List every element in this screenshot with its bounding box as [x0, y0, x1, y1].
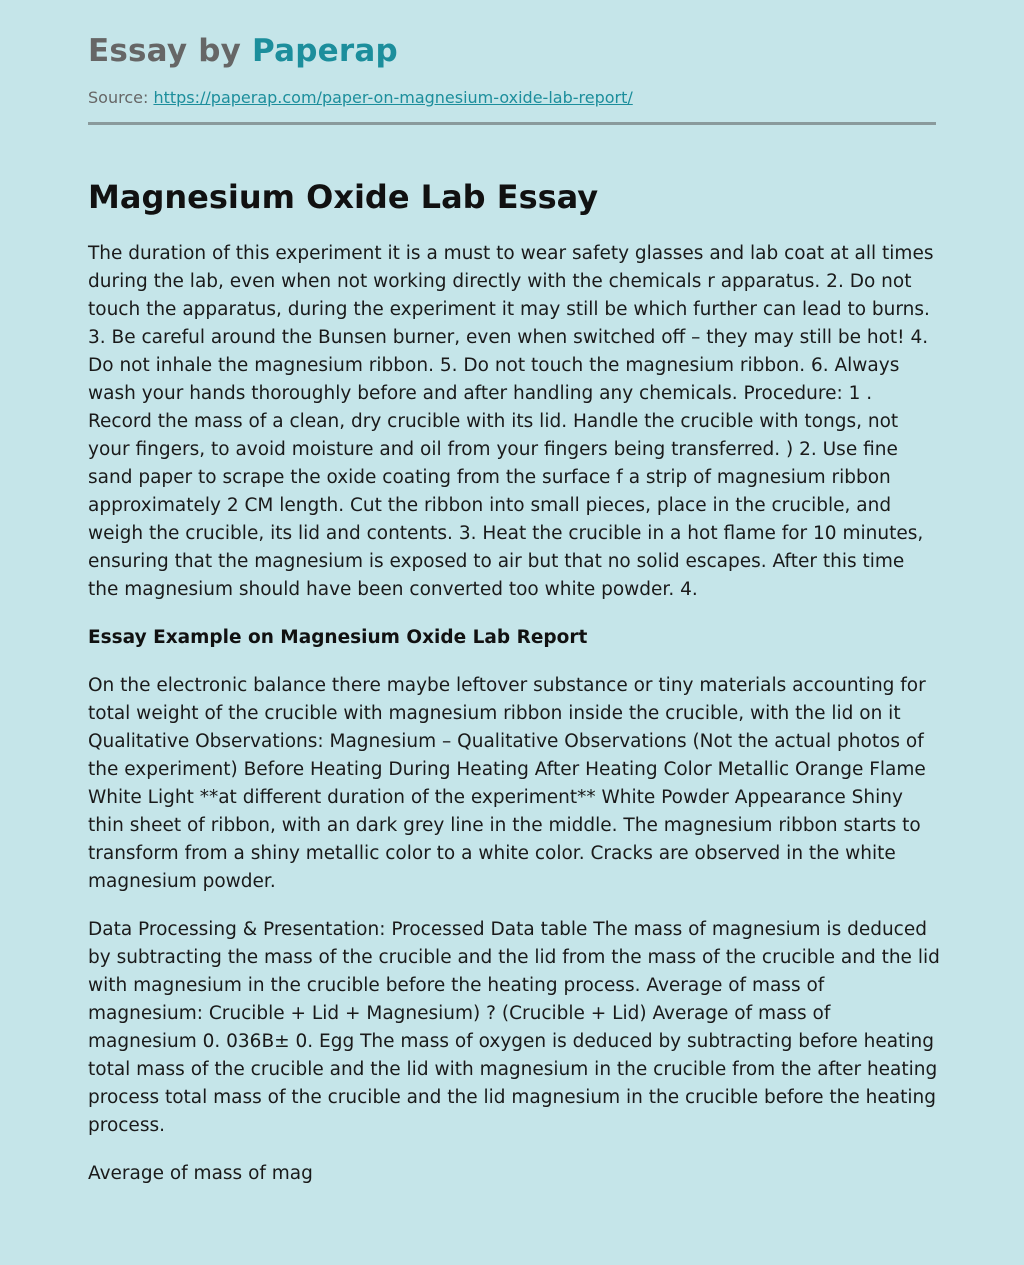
- page-title: Magnesium Oxide Lab Essay: [88, 178, 599, 216]
- paragraph-4: Average of mass of mag: [88, 1163, 313, 1184]
- site-brand[interactable]: [88, 31, 936, 71]
- brand-prefix: Essay by: [88, 33, 253, 69]
- source-link[interactable]: https://paperap.com/paper-on-magnesium-oxide-lab-report/: [153, 88, 633, 107]
- brand-name: Paperap: [252, 33, 398, 69]
- section-heading: Essay Example on Magnesium Oxide Lab Report: [88, 627, 588, 648]
- source-line: [88, 86, 936, 110]
- paragraph-1: The duration of this experiment it is a must to wear safety glasses and lab coat at all times during the lab, even when not working directly with the chemicals r apparatus. 2. Do not touch the apparatus, during the experiment it may still be which further can lead to burns. 3. Be careful around the Bunsen burner, even when switched off – they may still be hot! 4. Do not inhale the magnesium ribbon. 5. Do not touch the magnesium ribbon. 6. Always wash your hands thoroughly before and after handling any chemicals. Procedure: 1 . Record the mass of a clean, dry crucible with its lid. Handle the crucible with tongs, not your fingers, to avoid moisture and oil from your fingers being transferred. ) 2. Use fine sand paper to scrape the oxide coating from the surface f a strip of magnesium ribbon approximately 2 CM length. Cut the ribbon into small pieces, place in the crucible, and weigh the crucible, its lid and contents. 3. Heat the crucible in a hot flame for 10 minutes, ensuring that the magnesium is exposed to air but that no solid escapes. After this time the magnesium should have been converted too white powder. 4.: [88, 243, 934, 600]
- paragraph-3: Data Processing & Presentation: Processed Data table The mass of magnesium is deduced by subtracting the mass of the crucible and the lid from the mass of the crucible and the lid with magnesium in the crucible before the heating process. Average of mass of magnesium: Crucible + Lid + Magnesium) ? (Crucible + Lid) Average of mass of magnesium 0. 036B± 0. Egg The mass of oxygen is deduced by subtracting before heating total mass of the crucible and the lid with magnesium in the crucible from the after heating process total mass of the crucible and the lid magnesium in the crucible before the heating process.: [88, 919, 940, 1136]
- header-divider: [88, 122, 936, 125]
- paragraph-2: On the electronic balance there maybe leftover substance or tiny materials accounting for total weight of the crucible with magnesium ribbon inside the crucible, with the lid on it Qualitative Observations: Magnesium – Qualitative Observations (Not the actual photos of the experiment) Before Heating During Heating After Heating Color Metallic Orange Flame White Light **at different duration of the experiment** White Powder Appearance Shiny thin sheet of ribbon, with an dark grey line in the middle. The magnesium ribbon starts to transform from a shiny metallic color to a white color. Cracks are observed in the white magnesium powder.: [88, 675, 926, 892]
- source-label: Source:: [88, 88, 149, 107]
